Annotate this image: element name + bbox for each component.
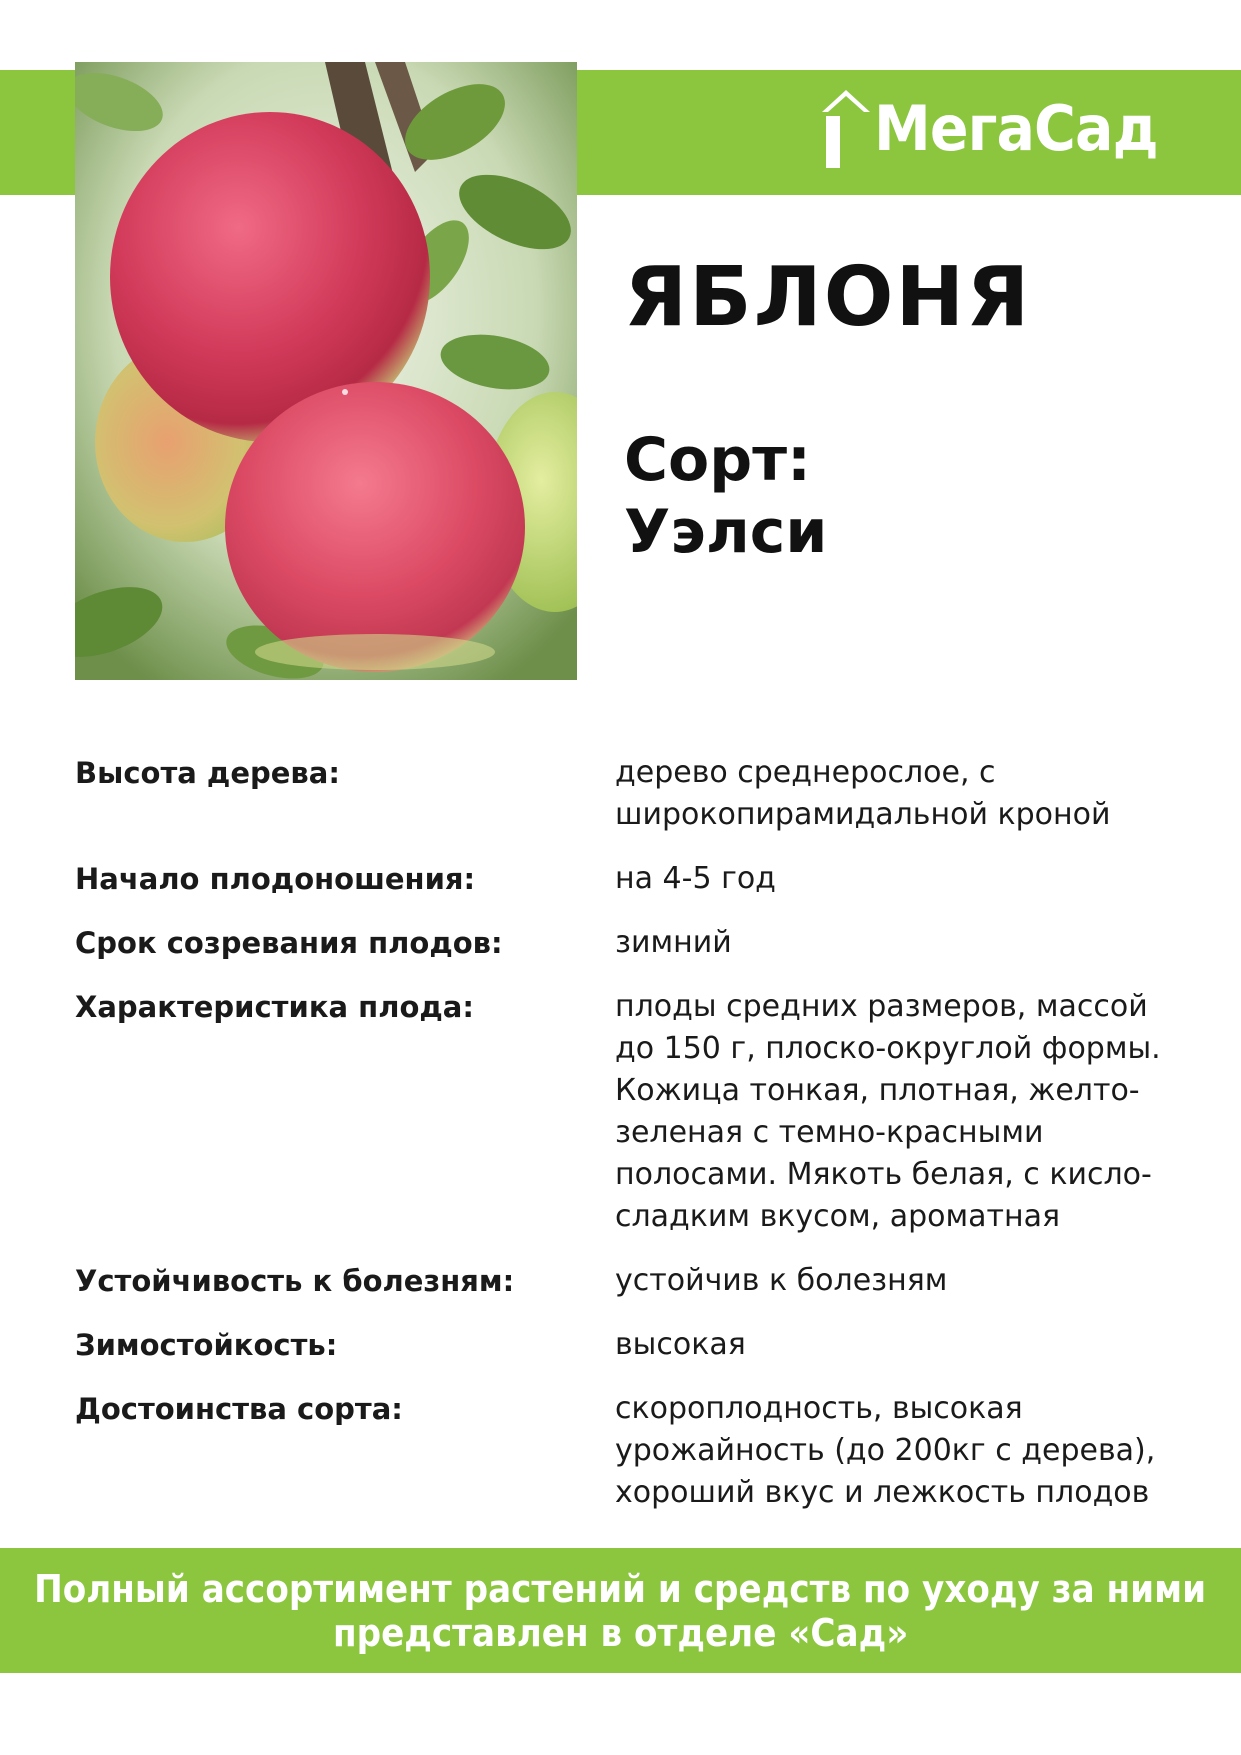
page-title: ЯБЛОНЯ	[624, 250, 1032, 345]
sort-label: Сорт:	[624, 425, 811, 495]
spec-value: скороплодность, высокая урожайность (до 200кг с дерева), хороший вкус и лежкость плодов	[615, 1391, 1156, 1510]
spec-row-ripening	[75, 922, 1185, 964]
footer-line-1: Полный ассортимент растений и средств по уходу за ними	[34, 1566, 1207, 1611]
spec-key: Начало плодоношения:	[75, 862, 476, 896]
spec-value: дерево среднерослое, с широкопирамидальной кроной	[615, 755, 1111, 832]
spec-value: зимний	[615, 925, 732, 960]
spec-key: Устойчивость к болезням:	[75, 1264, 515, 1298]
spec-row-fruit	[75, 986, 1185, 1238]
spec-row-disease	[75, 1260, 1185, 1302]
spec-value: плоды средних размеров, массой до 150 г, плоско-округлой формы. Кожица тонкая, плотная, желто- зеленая с темно-красными полосами. Мякоть белая, с кисло- сладким вкусом, ароматная	[615, 989, 1161, 1234]
spec-table	[75, 752, 1185, 1536]
brand-logo	[822, 78, 1167, 178]
spec-row-winter	[75, 1324, 1185, 1366]
apple-photo	[75, 62, 577, 680]
spec-value: устойчив к болезням	[615, 1263, 948, 1298]
spec-key: Характеристика плода:	[75, 990, 474, 1024]
spec-row-fruiting-start	[75, 858, 1185, 900]
brand-name: МегаСад	[874, 91, 1158, 165]
spec-key: Достоинства сорта:	[75, 1392, 403, 1426]
sort-value: Уэлси	[624, 497, 828, 567]
spec-key: Срок созревания плодов:	[75, 926, 503, 960]
spec-row-height	[75, 752, 1185, 836]
house-icon	[822, 86, 870, 170]
spec-value: на 4-5 год	[615, 861, 776, 896]
spec-value: высокая	[615, 1327, 746, 1362]
footer-band	[0, 1548, 1241, 1673]
footer-line-2: представлен в отделе «Сад»	[332, 1610, 909, 1655]
spec-key: Высота дерева:	[75, 756, 340, 790]
spec-row-merits	[75, 1388, 1185, 1514]
spec-key: Зимостойкость:	[75, 1328, 338, 1362]
